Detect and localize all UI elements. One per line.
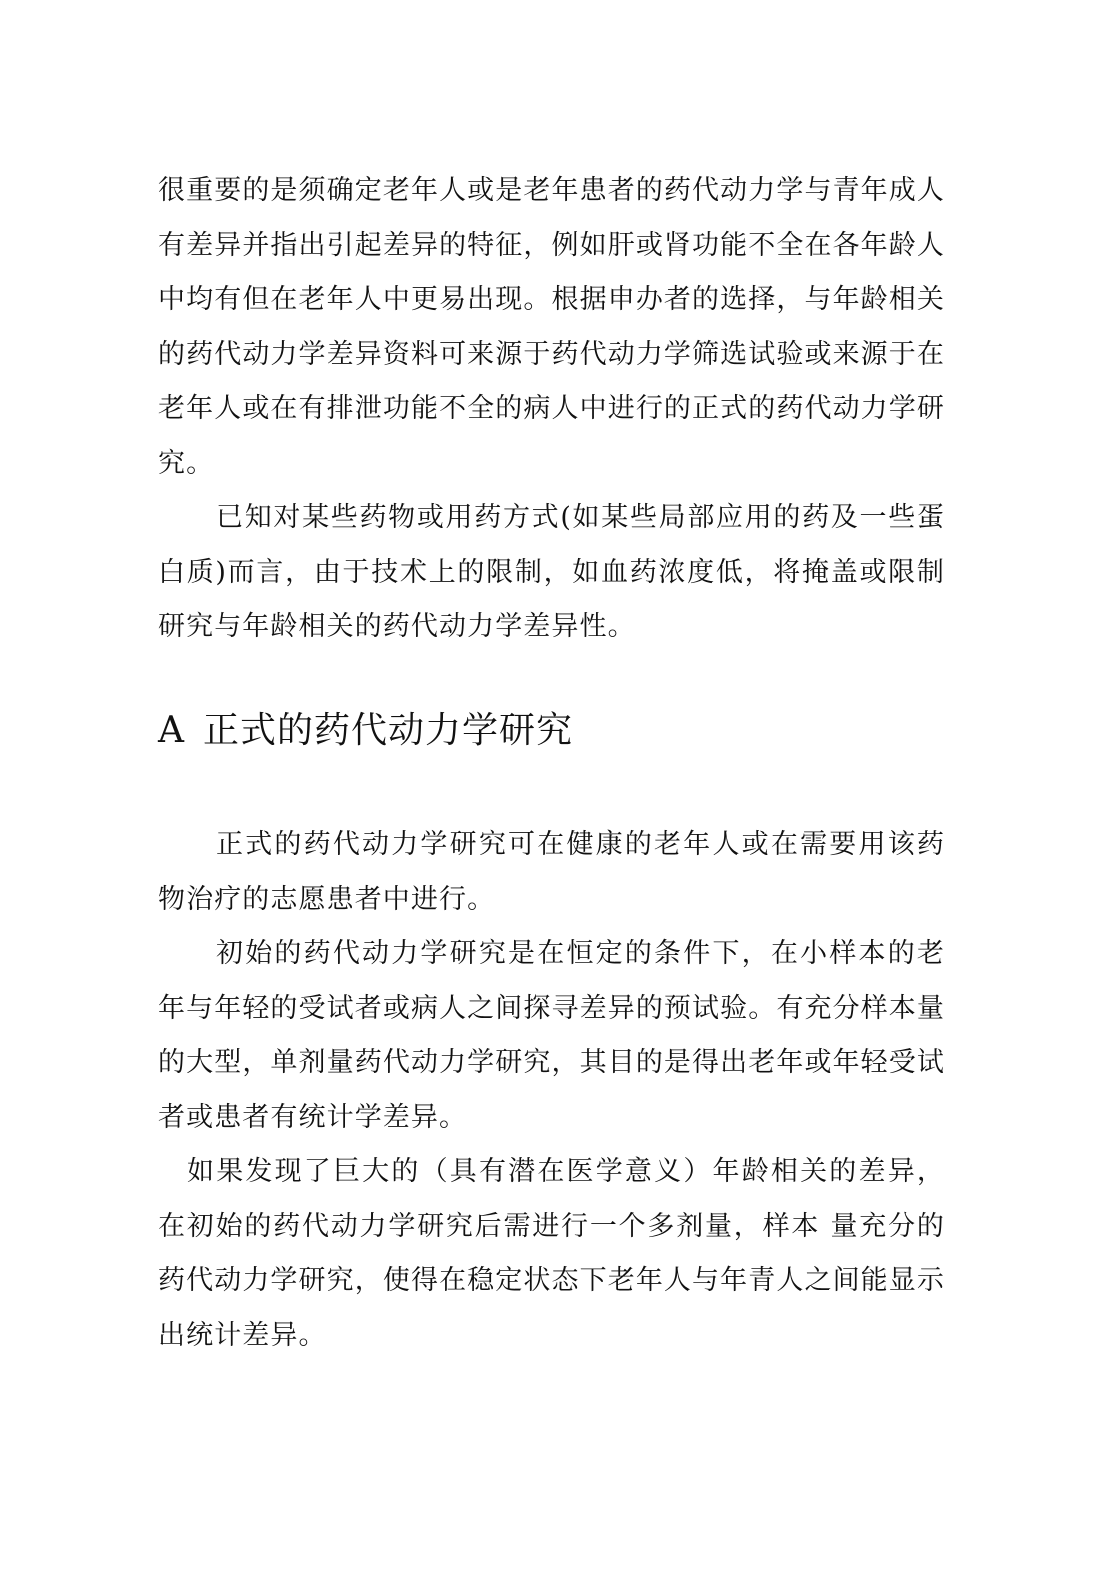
- section-label: A: [158, 710, 185, 751]
- paragraph-multi-dose-study: 如果发现了巨大的（具有潜在医学意义）年龄相关的差异，在初始的药代动力学研究后需进行一个多剂量，样本 量充分的药代动力学研究，使得在稳定状态下老年人与年青人之间能显示出统计差异。: [158, 1156, 945, 1351]
- paragraph-pk-differences: 很重要的是须确定老年人或是老年患者的药代动力学与青年成人有差异并指出引起差异的特征，例如肝或肾功能不全在各年龄人中均有但在老年人中更易出现。根据申办者的选择，与年龄相关的药代动力学差异资料可来源于药代动力学筛选试验或来源于在老年人或在有排泄功能不全的病人中进行的正式的药代动力学研究。: [158, 175, 945, 479]
- paragraph-initial-pk-study: 初始的药代动力学研究是在恒定的条件下，在小样本的老年与年轻的受试者或病人之间探寻差异的预试验。有充分样本量的大型，单剂量药代动力学研究，其目的是得出老年或年轻受试者或患者有统计学差异。: [158, 938, 945, 1133]
- section-title: 正式的药代动力学研究: [203, 710, 574, 751]
- section-heading: [158, 706, 573, 756]
- paragraph-formal-pk-study: 正式的药代动力学研究可在健康的老年人或在需要用该药物治疗的志愿患者中进行。: [158, 829, 945, 915]
- paragraph-technical-limitations: 已知对某些药物或用药方式(如某些局部应用的药及一些蛋白质)而言，由于技术上的限制，如血药浓度低，将掩盖或限制研究与年龄相关的药代动力学差异性。: [158, 502, 945, 642]
